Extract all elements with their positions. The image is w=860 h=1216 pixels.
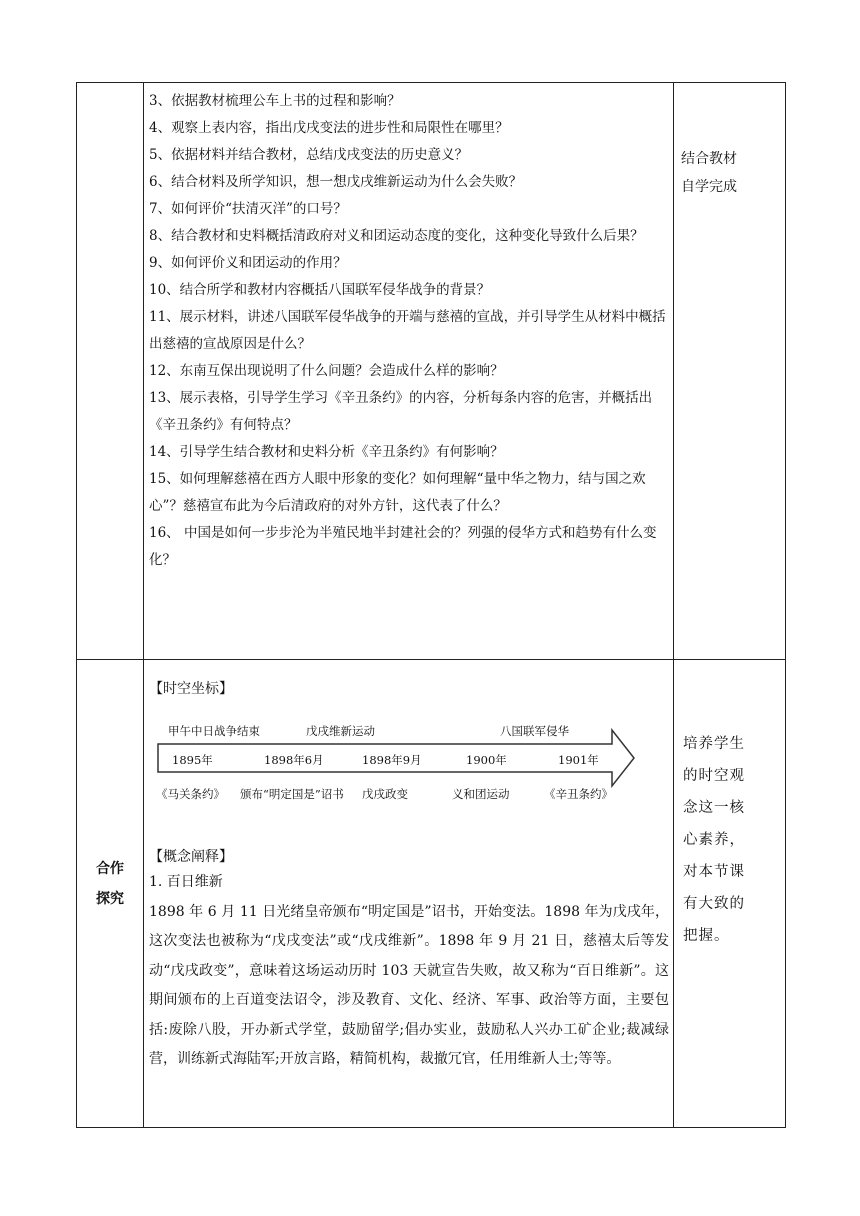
timeline-year: 1895年: [172, 753, 213, 767]
column-divider: [143, 660, 144, 1127]
concept-title: 【概念阐释】: [149, 849, 233, 865]
lesson-table: [76, 82, 786, 1128]
row-label: [77, 854, 143, 914]
column-divider: [673, 660, 674, 1127]
row2-note: 培养学生的时空观念这一核心素养，对本节课有大致的把握。: [683, 736, 745, 944]
concept-body: 1898 年 6 月 11 日光绪皇帝颁布“明定国是”诏书，开始变法。1898 年为戊戌年，这次变法也被称为“戊戌变法”或“戊戌维新”。1898 年 9 月 21 日，慈禧太后等发动“戊戌政变”，意味着这场运动历时 103 天就宣告失败，故又称为“百日维新”。这期间颁布的上百道变法诏令，涉及教育、文化、经济、军事、政治等方面，主要包括:废除八股，开办新式学堂，鼓励留学;倡办实业，鼓励私人兴办工矿企业;裁减绿营，训练新式海陆军;开放言路，精简机构，裁撤冗官，任用维新人士;等等。: [149, 903, 669, 1067]
question-item: 4、观察上表内容，指出戊戌变法的进步性和局限性在哪里？: [149, 120, 509, 136]
question-item: 10、结合所学和教材内容概括八国联军侵华战争的背景？: [149, 282, 491, 298]
timeline-bottom-event: 《辛丑条约》: [544, 787, 613, 801]
timeline-year: 1898年9月: [362, 753, 422, 767]
question-item: 15、如何理解慈禧在西方人眼中形象的变化？如何理解“量中华之物力，结与国之欢心”？慈禧宣布此为今后清政府的对外方针，这代表了什么？: [149, 471, 646, 514]
timeline-figure: [150, 722, 640, 806]
question-item: 8、结合教材和史料概括清政府对义和团运动态度的变化，这种变化导致什么后果？: [149, 228, 644, 244]
concept-subtitle: 1. 百日维新: [149, 874, 223, 890]
row-label-line: 合作: [96, 861, 124, 877]
question-item: 11、展示材料，讲述八国联军侵华战争的开端与慈禧的宣战，并引导学生从材料中概括出慈禧的宣战原因是什么？: [149, 309, 666, 352]
timeline-bottom-event: 戊戌政变: [362, 787, 408, 801]
column-divider: [673, 83, 674, 659]
timeline-year: 1901年: [558, 753, 599, 767]
timeline-year: 1900年: [466, 753, 507, 767]
question-item: 7、如何评价“扶清灭洋”的口号？: [149, 201, 347, 217]
timeline-bottom-event: 义和团运动: [452, 787, 510, 801]
timeline-top-event: 甲午中日战争结束: [168, 724, 260, 738]
note-line: 结合教材: [681, 151, 737, 167]
question-item: 13、展示表格，引导学生学习《辛丑条约》的内容，分析每条内容的危害，并概括出《辛丑条约》有何特点？: [149, 390, 653, 433]
question-item: 6、结合材料及所学知识，想一想戊戌维新运动为什么会失败？: [149, 174, 523, 190]
note-line: 自学完成: [681, 179, 737, 195]
question-item: 9、如何评价义和团运动的作用？: [149, 255, 347, 271]
timeline-title: 【时空坐标】: [149, 681, 233, 697]
timeline-bottom-event: 颁布“明定国是”诏书: [240, 787, 344, 801]
question-item: 12、东南互保出现说明了什么问题？会造成什么样的影响？: [149, 363, 504, 379]
question-list: [149, 88, 669, 574]
timeline-year: 1898年6月: [264, 753, 324, 767]
timeline-bottom-event: 《马关条约》: [156, 787, 225, 801]
question-item: 3、依据教材梳理公车上书的过程和影响？: [149, 93, 401, 109]
table-row-questions: [76, 82, 786, 660]
timeline-top-event: 八国联军侵华: [500, 724, 569, 738]
question-item: 5、依据材料并结合教材，总结戊戌变法的历史意义？: [149, 147, 469, 163]
timeline-top-event: 戊戌维新运动: [306, 724, 375, 738]
question-item: 14、引导学生结合教材和史料分析《辛丑条约》有何影响？: [149, 444, 504, 460]
question-item: 16、 中国是如何一步步沦为半殖民地半封建社会的？列强的侵华方式和趋势有什么变化？: [149, 525, 657, 568]
column-divider: [143, 83, 144, 659]
row1-note: [681, 145, 781, 201]
concept-section: [149, 868, 669, 1075]
row-label-line: 探究: [96, 891, 124, 907]
